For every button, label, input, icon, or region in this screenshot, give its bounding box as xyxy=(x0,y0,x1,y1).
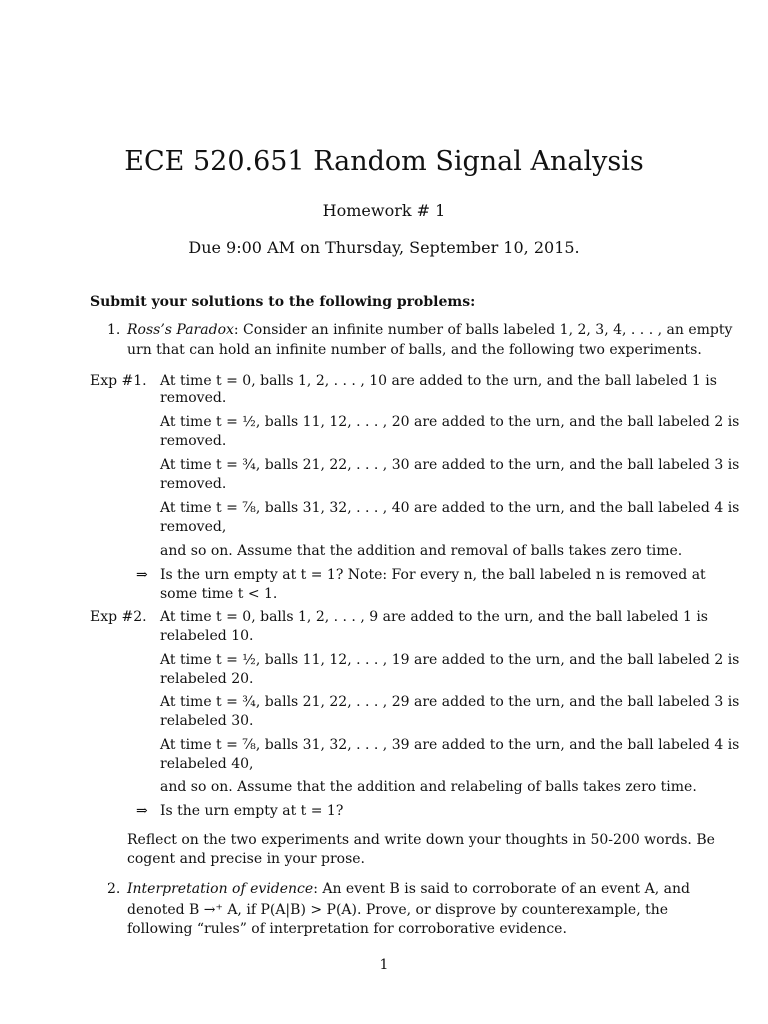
exp-1-step-1a: At time t = 0, balls 1, 2, . . . , 10 are added to the urn, and the ball labeled 1 is xyxy=(160,373,717,389)
problem-1-name: Ross’s Paradox xyxy=(127,322,234,338)
exp-2-step-4b: relabeled 40, xyxy=(160,756,254,772)
instructions-heading: Submit your solutions to the following problems: xyxy=(90,294,476,310)
exp-2-arrow-icon: ⇒ xyxy=(136,803,148,819)
problem-1-number: 1. xyxy=(107,322,121,338)
exp-1-step-2a: At time t = ½, balls 11, 12, . . . , 20 are added to the urn, and the ball labeled 2 is xyxy=(160,414,740,430)
exp-1-step-4a: At time t = ⅞, balls 31, 32, . . . , 40 are added to the urn, and the ball labeled 4 is xyxy=(160,500,740,516)
problem-2-line-2: denoted B →⁺ A, if P(A|B) > P(A). Prove, or disprove by counterexample, the xyxy=(127,902,669,918)
exp-2-step-3a: At time t = ¾, balls 21, 22, . . . , 29 are added to the urn, and the ball labeled 3 is xyxy=(160,694,740,710)
exp-1-step-3a: At time t = ¾, balls 21, 22, . . . , 30 are added to the urn, and the ball labeled 3 is xyxy=(160,457,740,473)
exp-2-step-1a: At time t = 0, balls 1, 2, . . . , 9 are added to the urn, and the ball labeled 1 is xyxy=(160,609,708,625)
exp-1-question-b: some time t < 1. xyxy=(160,586,278,602)
problem-1-text-1: : Consider an infinite number of balls labeled 1, 2, 3, 4, . . . , an empty xyxy=(233,322,733,338)
exp-1-tail: and so on. Assume that the addition and removal of balls takes zero time. xyxy=(160,543,683,559)
reflect-line-a: Reflect on the two experiments and write down your thoughts in 50-200 words. Be xyxy=(127,832,715,848)
exp-1-question-a: Is the urn empty at t = 1? Note: For every n, the ball labeled n is removed at xyxy=(160,567,706,583)
document-title: ECE 520.651 Random Signal Analysis xyxy=(124,146,644,177)
problem-2-number: 2. xyxy=(107,881,121,897)
problem-2-line-3: following “rules” of interpretation for corroborative evidence. xyxy=(127,921,567,937)
exp-2-tail: and so on. Assume that the addition and relabeling of balls takes zero time. xyxy=(160,779,697,795)
exp-1-step-3b: removed. xyxy=(160,476,227,492)
exp-1-arrow-icon: ⇒ xyxy=(136,567,148,583)
exp-2-label: Exp #2. xyxy=(90,609,147,625)
reflect-line-b: cogent and precise in your prose. xyxy=(127,851,366,867)
exp-1-label: Exp #1. xyxy=(90,373,147,389)
exp-2-step-2a: At time t = ½, balls 11, 12, . . . , 19 are added to the urn, and the ball labeled 2 is xyxy=(160,652,740,668)
exp-2-question: Is the urn empty at t = 1? xyxy=(160,803,344,819)
problem-1-line-1 xyxy=(127,320,732,340)
problem-2-name: Interpretation of evidence xyxy=(127,881,314,897)
exp-1-step-2b: removed. xyxy=(160,433,227,449)
exp-1-step-1b: removed. xyxy=(160,390,227,406)
homework-number: Homework # 1 xyxy=(322,201,446,220)
exp-2-step-2b: relabeled 20. xyxy=(160,671,254,687)
problem-2-line-1 xyxy=(127,879,690,899)
problem-2-text-1: : An event B is said to corroborate of an event A, and xyxy=(313,881,690,897)
exp-2-step-4a: At time t = ⅞, balls 31, 32, . . . , 39 are added to the urn, and the ball labeled 4 is xyxy=(160,737,740,753)
exp-2-step-3b: relabeled 30. xyxy=(160,713,254,729)
exp-1-step-4b: removed, xyxy=(160,519,227,535)
page-number: 1 xyxy=(379,957,389,973)
exp-2-step-1b: relabeled 10. xyxy=(160,628,254,644)
due-date: Due 9:00 AM on Thursday, September 10, 2015. xyxy=(188,238,580,257)
problem-1-line-2: urn that can hold an infinite number of balls, and the following two experiments. xyxy=(127,342,702,358)
